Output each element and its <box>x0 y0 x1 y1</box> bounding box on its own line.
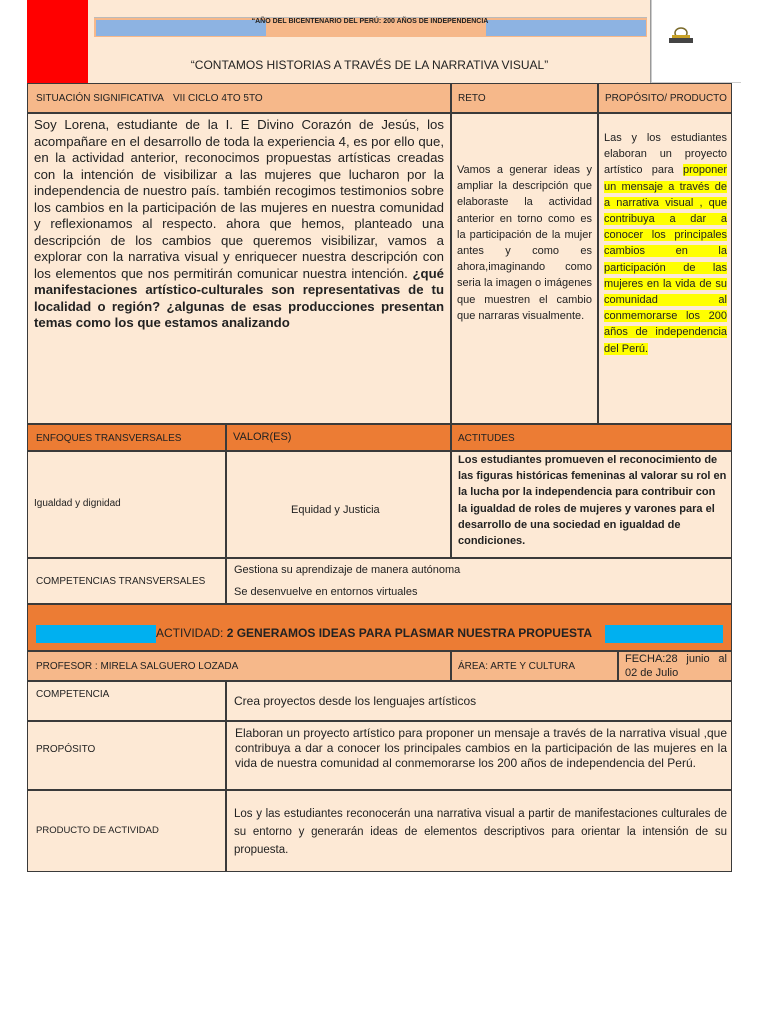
enfoques-header <box>27 424 226 451</box>
actividad-blue-bar-left <box>36 625 156 643</box>
proposito-producto-label: PROPÓSITO/ PRODUCTO <box>605 93 727 104</box>
logo-box <box>651 0 741 83</box>
producto-label: PRODUCTO DE ACTIVIDAD <box>36 825 159 836</box>
actitudes-label: ACTITUDES <box>458 433 515 444</box>
actividad-title <box>156 626 592 640</box>
valores-label: VALOR(ES) <box>233 431 292 443</box>
proposito-producto-text: Las y los estudiantes elaboran un proyecto artístico para <box>604 132 727 177</box>
actividad-name: 2 GENERAMOS IDEAS PARA PLASMAR NUESTRA PROPUESTA <box>226 626 593 640</box>
competencia-transversal-2: Se desenvuelve en entornos virtuales <box>234 586 418 598</box>
producto-label-cell <box>27 790 226 872</box>
competencias-transversales-content <box>226 558 732 604</box>
proposito-producto-highlight: proponer un mensaje a través de a narrativa visual , que contribuya a dar a conocer los principales cambios en la participación de las mujeres en la vida de su comunidad al conmemorarse los 200 años de independencia del Perú. <box>604 164 727 355</box>
enfoque-cell <box>27 451 226 558</box>
competencia-label: COMPETENCIA <box>36 689 110 700</box>
situacion-text: Soy Lorena, estudiante de la I. E Divino Corazón de Jesús, los acompañare en el desarrollo de toda la experiencia 4, es por ello que, en la actividad anterior, reconocimos propuestas artísticas creadas con la intención de visibilizar a las mujeres que lucharon por la independencia de nuestro país. también recogimos testimonios sobre los cambios en la participación de las mujeres en nuestra comunidad y reflexionamos al respecto. ahora que hemos, planteado una descripción de los cambios que queremos visibilizar, vamos a explorar con la narrativa visual y enriquecer nuestra descripción con los elementos que nos permitirán comunicar nuestra intención. <box>34 117 444 281</box>
proposito-producto-content <box>598 113 732 424</box>
competencia-content <box>226 681 732 721</box>
header-blue-block <box>96 20 266 36</box>
actividad-band <box>27 604 732 651</box>
school-logo-icon <box>666 25 696 47</box>
actividad-blue-bar-right <box>605 625 723 643</box>
competencia-label-cell <box>27 681 226 721</box>
ciclo-label: VII CICLO 4TO 5TO <box>173 93 263 104</box>
proposito-producto-header <box>598 83 732 113</box>
producto-content <box>226 790 732 872</box>
situacion-header <box>27 83 451 113</box>
area-cell <box>451 651 618 681</box>
reto-label: RETO <box>458 93 486 104</box>
valores-header <box>226 424 451 451</box>
enfoque-text: Igualdad y dignidad <box>34 498 121 509</box>
competencia-text: Crea proyectos desde los lenguajes artísticos <box>234 694 477 708</box>
producto-text: Los y las estudiantes reconocerán una narrativa visual a partir de manifestaciones culturales de su entorno y generarán ideas de elementos descriptivos para orientar la intensión de su propuesta. <box>234 808 727 856</box>
reto-header <box>451 83 598 113</box>
actitud-cell <box>451 451 732 558</box>
proposito-label-cell <box>27 721 226 790</box>
situacion-label: SITUACIÓN SIGNIFICATIVA <box>36 93 164 104</box>
competencias-transversales-label-cell <box>27 558 226 604</box>
fecha-cell <box>618 651 732 681</box>
proposito-content <box>226 721 732 790</box>
reto-content <box>451 113 598 424</box>
red-block <box>27 0 88 83</box>
actividad-prefix: ACTIVIDAD: <box>156 626 227 640</box>
actitud-text: Los estudiantes promueven el reconocimiento de las figuras históricas femeninas al valorar su rol en la lucha por la independencia para contribuir con la igualdad de roles de mujeres y varones para el desarrollo de una sociedad en igualdad de condiciones. <box>458 454 727 548</box>
proposito-label: PROPÓSITO <box>36 744 96 755</box>
enfoques-label: ENFOQUES TRANSVERSALES <box>36 433 182 444</box>
profesor-text: PROFESOR : MIRELA SALGUERO LOZADA <box>36 661 239 672</box>
competencias-transversales-label: COMPETENCIAS TRANSVERSALES <box>36 576 206 587</box>
situacion-question: ¿qué manifestaciones artístico-culturales son representativas de tu localidad o región? ¿algunas de esas producciones presentan temas como los que estamos analizando <box>34 265 444 330</box>
reto-text: Vamos a generar ideas y ampliar la descripción que elaboraste la actividad anterior en torno como es la participación de la mujer antes y como es ahora,imaginando como seria la imagen o imágenes que muestren el cambio que narraras visualmente. <box>457 164 592 322</box>
page-title: “CONTAMOS HISTORIAS A TRAVÉS DE LA NARRATIVA VISUAL” <box>190 58 549 72</box>
area-text: ÁREA: ARTE Y CULTURA <box>458 661 576 672</box>
situacion-content <box>27 113 451 424</box>
year-banner: “AÑO DEL BICENTENARIO DEL PERÚ: 200 AÑOS DE INDEPENDENCIA <box>251 18 489 25</box>
valor-cell <box>226 451 451 558</box>
valor-text: Equidad y Justicia <box>291 504 380 516</box>
header-blue-block-right <box>486 20 646 36</box>
actitudes-header <box>451 424 732 451</box>
proposito-text: Elaboran un proyecto artístico para proponer un mensaje a través de la narrativa visual ,que contribuya a dar a conocer los principales cambios en la participación de las mujeres en la vida de nuestra comunidad al conmemorarse los 200 años de independencia del Perú. <box>235 726 727 770</box>
competencia-transversal-1: Gestiona su aprendizaje de manera autónoma <box>234 564 461 576</box>
profesor-cell <box>27 651 451 681</box>
fecha-text: FECHA:28 junio al 02 de Julio <box>625 653 727 679</box>
